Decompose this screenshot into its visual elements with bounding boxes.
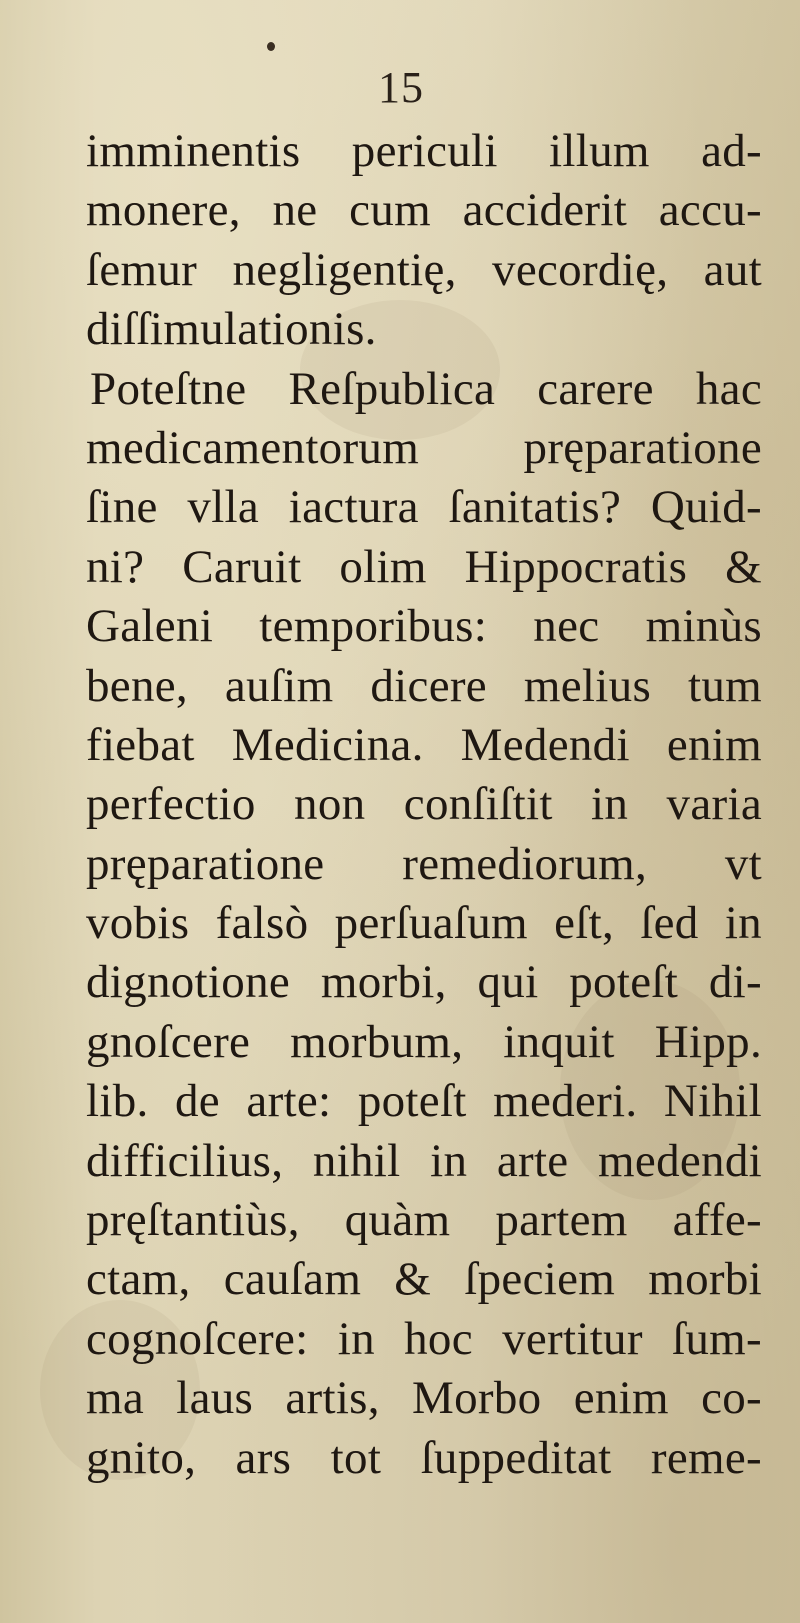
text-line: difficilius, nihil in arte medendi: [86, 1134, 762, 1187]
text-line: Galeni temporibus: nec minùs: [86, 600, 762, 653]
text-line: pręſtantiùs, quàm partem affe-: [86, 1194, 762, 1247]
text-line: lib. de arte: poteſt mederi. Nihil: [86, 1075, 762, 1128]
text-line: gnoſcere morbum, inquit Hipp.: [86, 1015, 762, 1068]
text-line: ctam, cauſam & ſpeciem morbi: [86, 1253, 762, 1306]
text-line: ſine vlla iactura ſanitatis? Quid-: [86, 481, 762, 534]
text-line: ma laus artis, Morbo enim co-: [86, 1372, 762, 1425]
body-text: [86, 122, 762, 1488]
text-line: perfectio non conſiſtit in varia: [86, 778, 762, 831]
text-line: bene, auſim dicere melius tum: [86, 659, 762, 712]
text-line: cognoſcere: in hoc vertitur ſum-: [86, 1312, 762, 1365]
text-line: medicamentorum pręparatione: [86, 421, 762, 474]
text-line: fiebat Medicina. Medendi enim: [86, 718, 762, 771]
text-line: vobis falsò perſuaſum eſt, ſed in: [86, 897, 762, 950]
text-line: ni? Caruit olim Hippocratis &: [86, 540, 762, 593]
text-line: pręparatione remediorum, vt: [86, 837, 762, 890]
text-line: dignotione morbi, qui poteſt di-: [86, 956, 762, 1009]
text-line: imminentis periculi illum ad-: [86, 125, 762, 177]
ink-spot: [267, 42, 275, 51]
page-number: 15: [378, 63, 424, 112]
text-line: diſſimulationis.: [86, 303, 377, 356]
text-line: Poteſtne Reſpublica carere hac: [90, 362, 762, 415]
text-line: ſemur negligentię, vecordię, aut: [86, 243, 762, 296]
text-line: gnito, ars tot ſuppeditat reme-: [86, 1431, 762, 1484]
text-line: monere, ne cum acciderit accu-: [86, 184, 762, 237]
